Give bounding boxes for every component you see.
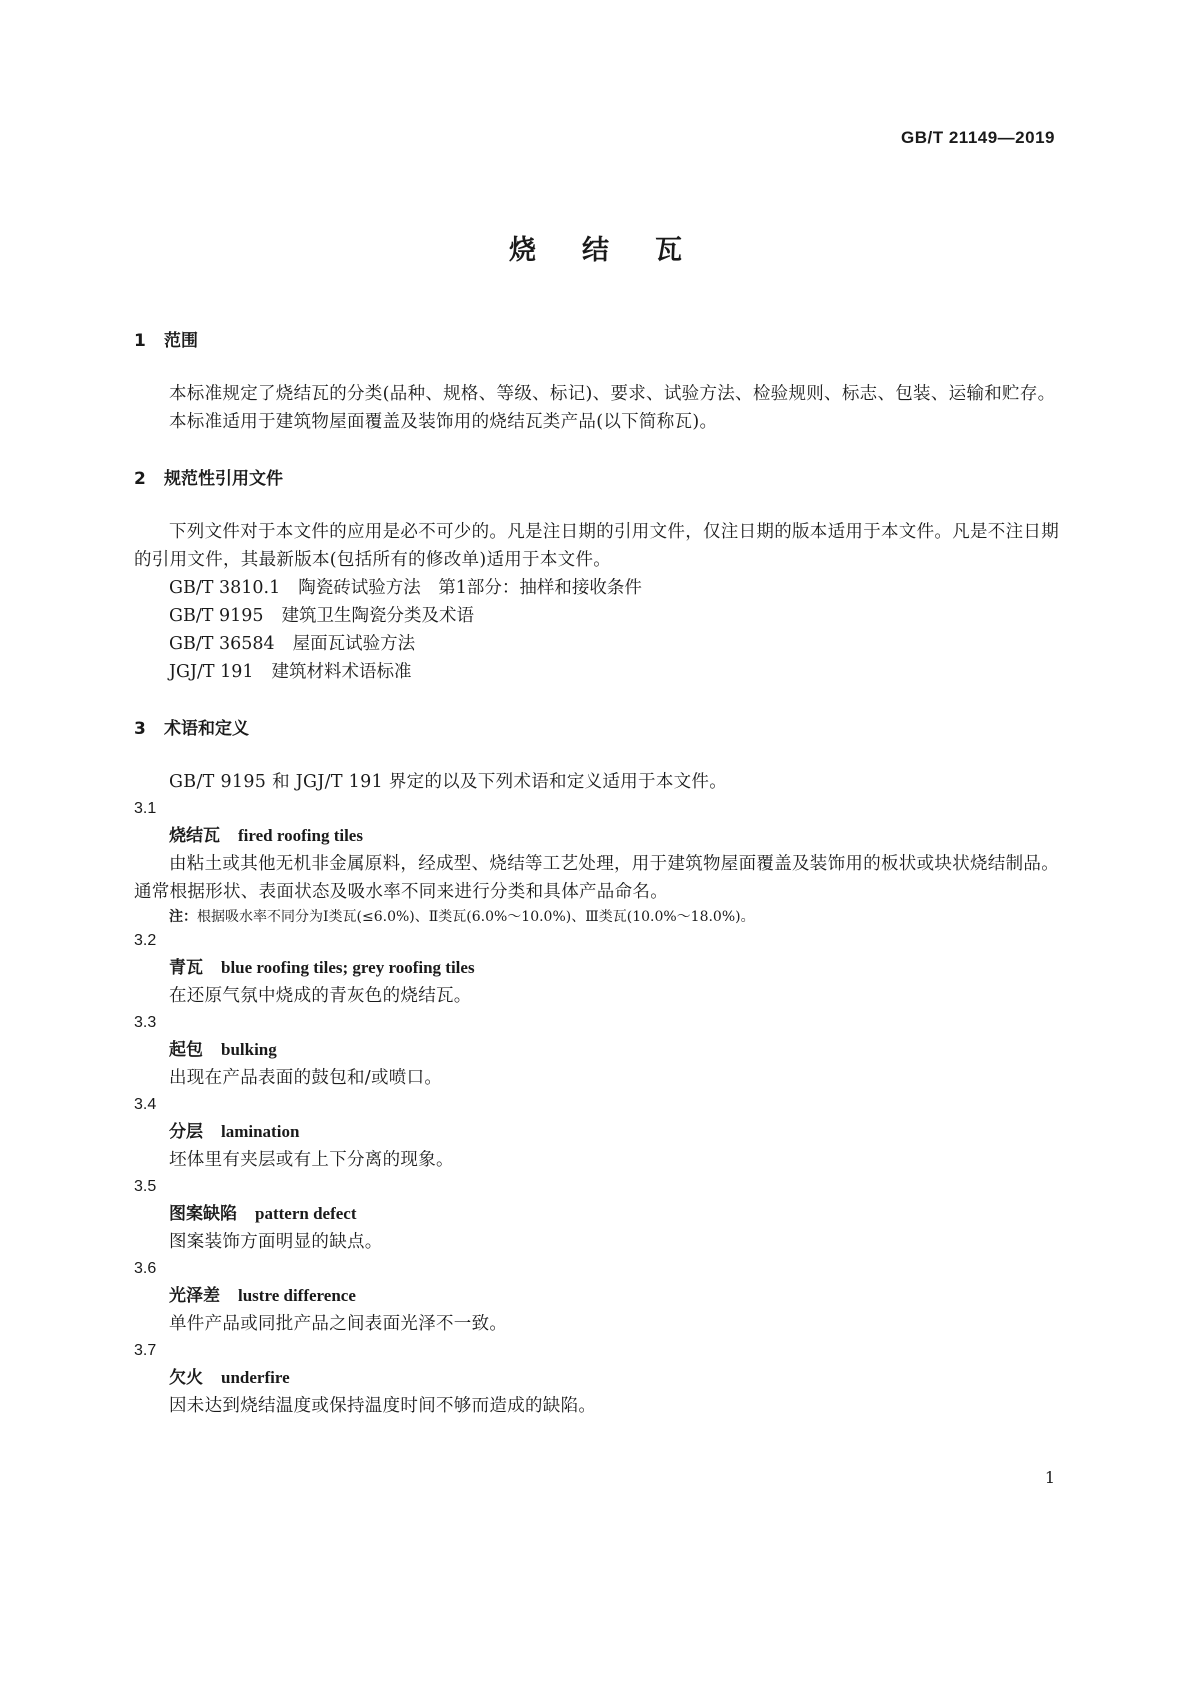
term-zh: 青瓦 bbox=[169, 958, 203, 978]
scope-paragraph: 本标准适用于建筑物屋面覆盖及装饰用的烧结瓦类产品(以下简称瓦)。 bbox=[169, 412, 718, 432]
term-definition: 图案装饰方面明显的缺点。 bbox=[169, 1232, 383, 1252]
term-zh: 分层 bbox=[169, 1122, 203, 1142]
section-number: 3 bbox=[134, 719, 146, 739]
term-zh: 欠火 bbox=[169, 1368, 203, 1388]
term-zh: 图案缺陷 bbox=[169, 1204, 237, 1224]
term-entry bbox=[134, 954, 1059, 982]
reference-item bbox=[134, 574, 1059, 602]
reference-title: 建筑卫生陶瓷分类及术语 bbox=[281, 606, 475, 626]
term-zh: 烧结瓦 bbox=[169, 826, 220, 846]
term-en: underfire bbox=[221, 1368, 290, 1387]
reference-code: JGJ/T 191 bbox=[169, 662, 254, 682]
note-label: 注： bbox=[169, 909, 197, 925]
page-number: 1 bbox=[1044, 1468, 1055, 1487]
reference-code: GB/T 3810.1 bbox=[169, 578, 281, 598]
scope-paragraph: 本标准规定了烧结瓦的分类(品种、规格、等级、标记)、要求、试验方法、检验规则、标志、包装、运输和贮存。 bbox=[169, 384, 1056, 404]
term-zh: 光泽差 bbox=[169, 1286, 220, 1306]
term-number: 3.6 bbox=[134, 1260, 157, 1277]
term-entry bbox=[134, 1036, 1059, 1064]
term-en: lamination bbox=[221, 1122, 300, 1141]
reference-code: GB/T 36584 bbox=[169, 634, 275, 654]
term-entry bbox=[134, 1200, 1059, 1228]
term-en: lustre difference bbox=[238, 1286, 356, 1305]
term-definition: 出现在产品表面的鼓包和/或喷口。 bbox=[169, 1068, 443, 1088]
section-heading-terms-definitions bbox=[134, 716, 1059, 742]
section-heading-scope bbox=[134, 328, 1059, 354]
section-title: 规范性引用文件 bbox=[164, 469, 283, 489]
term-zh: 起包 bbox=[169, 1040, 203, 1060]
document-body bbox=[134, 328, 1059, 1420]
term-number: 3.7 bbox=[134, 1342, 157, 1359]
terms-intro: GB/T 9195 和 JGJ/T 191 界定的以及下列术语和定义适用于本文件。 bbox=[169, 772, 728, 792]
term-en: bulking bbox=[221, 1040, 277, 1059]
note-text: 根据吸水率不同分为Ⅰ类瓦(≤6.0%)、Ⅱ类瓦(6.0%～10.0%)、Ⅲ类瓦(10.0%～18.0%)。 bbox=[197, 909, 755, 925]
section-number: 1 bbox=[134, 331, 146, 351]
term-definition: 因未达到烧结温度或保持温度时间不够而造成的缺陷。 bbox=[169, 1396, 597, 1416]
reference-title: 陶瓷砖试验方法 第1部分：抽样和接收条件 bbox=[298, 578, 642, 598]
section-title: 术语和定义 bbox=[164, 719, 249, 739]
reference-item bbox=[134, 630, 1059, 658]
term-number: 3.1 bbox=[134, 800, 157, 817]
term-en: pattern defect bbox=[255, 1204, 357, 1223]
term-definition: 坯体里有夹层或有上下分离的现象。 bbox=[169, 1150, 454, 1170]
reference-title: 建筑材料术语标准 bbox=[271, 662, 412, 682]
term-number: 3.3 bbox=[134, 1014, 157, 1031]
reference-code: GB/T 9195 bbox=[169, 606, 264, 626]
reference-item bbox=[134, 658, 1059, 686]
term-entry bbox=[134, 1282, 1059, 1310]
term-en: blue roofing tiles; grey roofing tiles bbox=[221, 958, 475, 977]
reference-item bbox=[134, 602, 1059, 630]
term-entry bbox=[134, 1364, 1059, 1392]
references-intro: 下列文件对于本文件的应用是必不可少的。凡是注日期的引用文件，仅注日期的版本适用于本文件。凡是不注日期的引用文件，其最新版本(包括所有的修改单)适用于本文件。 bbox=[134, 522, 1059, 570]
term-entry bbox=[134, 1118, 1059, 1146]
document-title: 烧结瓦 bbox=[509, 235, 728, 266]
term-definition: 单件产品或同批产品之间表面光泽不一致。 bbox=[169, 1314, 508, 1334]
term-number: 3.4 bbox=[134, 1096, 157, 1113]
term-number: 3.2 bbox=[134, 932, 157, 949]
section-number: 2 bbox=[134, 469, 146, 489]
term-entry bbox=[134, 822, 1059, 850]
section-title: 范围 bbox=[164, 331, 198, 351]
term-definition: 由粘土或其他无机非金属原料，经成型、烧结等工艺处理，用于建筑物屋面覆盖及装饰用的板状或块状烧结制品。通常根据形状、表面状态及吸水率不同来进行分类和具体产品命名。 bbox=[134, 854, 1059, 902]
term-definition: 在还原气氛中烧成的青灰色的烧结瓦。 bbox=[169, 986, 472, 1006]
section-heading-normative-references bbox=[134, 466, 1059, 492]
term-en: fired roofing tiles bbox=[238, 826, 363, 845]
standard-code: GB/T 21149—2019 bbox=[901, 128, 1055, 147]
term-note bbox=[134, 906, 1059, 928]
reference-title: 屋面瓦试验方法 bbox=[292, 634, 416, 654]
term-number: 3.5 bbox=[134, 1178, 157, 1195]
